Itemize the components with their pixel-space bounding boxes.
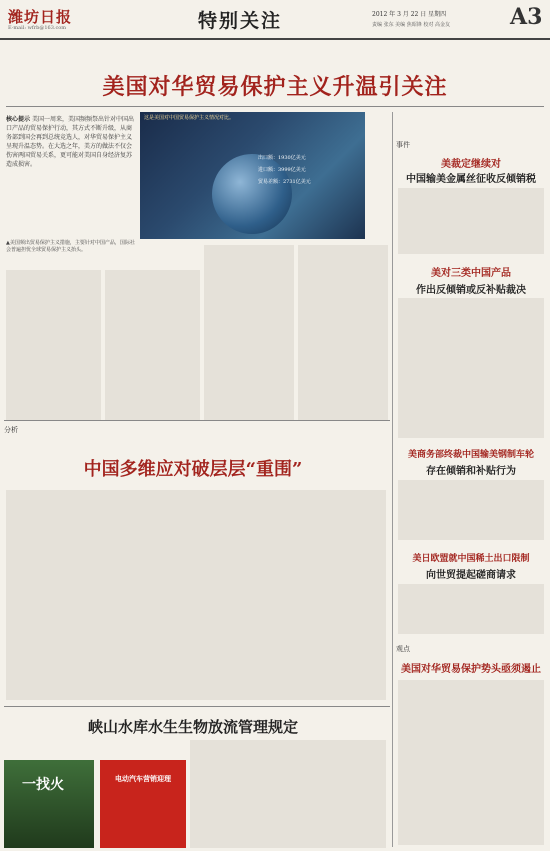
ad-text: 电动汽车营销迎理 [115,774,171,783]
news-subtitle: 存在倾销和补贴行为 [426,466,516,477]
logo-email: E-mail: wfrb@163.com [8,25,67,31]
text-column [298,245,388,420]
bottom-headline: 峡山水库水生生物放流管理规定 [87,718,298,736]
divider [4,706,390,707]
news-title: 美商务部终裁中国输美钢制车轮 [407,450,534,460]
ad-text: 一找火 [22,777,64,793]
viewpoint-tag: 观点 [396,645,410,653]
headline: 美国对华贸易保护主义升温引关注 [102,74,448,100]
photo-stat: 出口额：1930亿美元 [258,155,306,161]
issue-date: 2012 年 3 月 22 日 星期四 [372,11,447,18]
news-subtitle: 向世贸提起磋商请求 [426,570,516,581]
news-body [398,480,544,540]
text-column [204,245,294,420]
page-header [0,0,550,40]
analysis-title: 中国多维应对破层层“重围” [83,459,303,480]
photo-stat: 贸易差额：2731亿美元 [258,179,311,185]
newspaper-logo: 潍坊日报 [8,8,73,26]
news-title: 美日欧盟就中国稀土出口限制 [412,554,530,564]
advertisement [4,760,94,848]
news-title: 美对三类中国产品 [431,268,511,279]
section-title: 特别关注 [198,10,283,32]
page-number: A3 [510,4,543,30]
text-column [105,270,200,420]
analysis-tag: 分析 [4,426,18,434]
photo-stat: 进口额：3999亿美元 [258,167,306,173]
lead-label: 核心提示 [6,116,31,123]
lead-text: 美国一周来，美国频频祭出针对中国出口产品的贸易保护行动，其方式不断升级，从商务部到国会再到总统竞选人，对华贸易保护主义呈现升温态势。在大选之年，美方的做法不仅会伤害两国贸易关系，更可能对美国自身经济复苏造成损害。 [6,116,134,168]
viewpoint-title: 美国对华贸易保护势头亟须遏止 [401,664,541,675]
editors-line: 责编 张东 美编 焦昭锋 校对 高金友 [372,22,450,28]
news-body [398,188,544,254]
bottom-body [190,740,386,848]
advertisement [100,760,186,848]
analysis-body [6,490,386,700]
news-subtitle: 作出反倾销或反补贴裁决 [416,285,526,296]
divider [4,420,390,421]
column-divider [392,112,393,847]
text-column [6,270,101,420]
news-subtitle: 中国输美金属丝征收反倾销税 [406,174,536,185]
main-photo [140,112,365,239]
photo-caption: 这是美国对中国贸易保护主义情况对比。 [144,115,235,121]
news-body [398,298,544,438]
news-title: 美裁定继续对 [441,159,501,170]
photo-note: ▲美国频出贸易保护主义措施，主要针对中国产品，国际社会普遍担忧全球贸易保护主义抬头。 [6,240,135,253]
news-body [398,584,544,634]
lead-box [6,115,136,235]
divider [6,106,544,107]
viewpoint-body [398,680,544,845]
news-tag: 事件 [396,141,410,149]
